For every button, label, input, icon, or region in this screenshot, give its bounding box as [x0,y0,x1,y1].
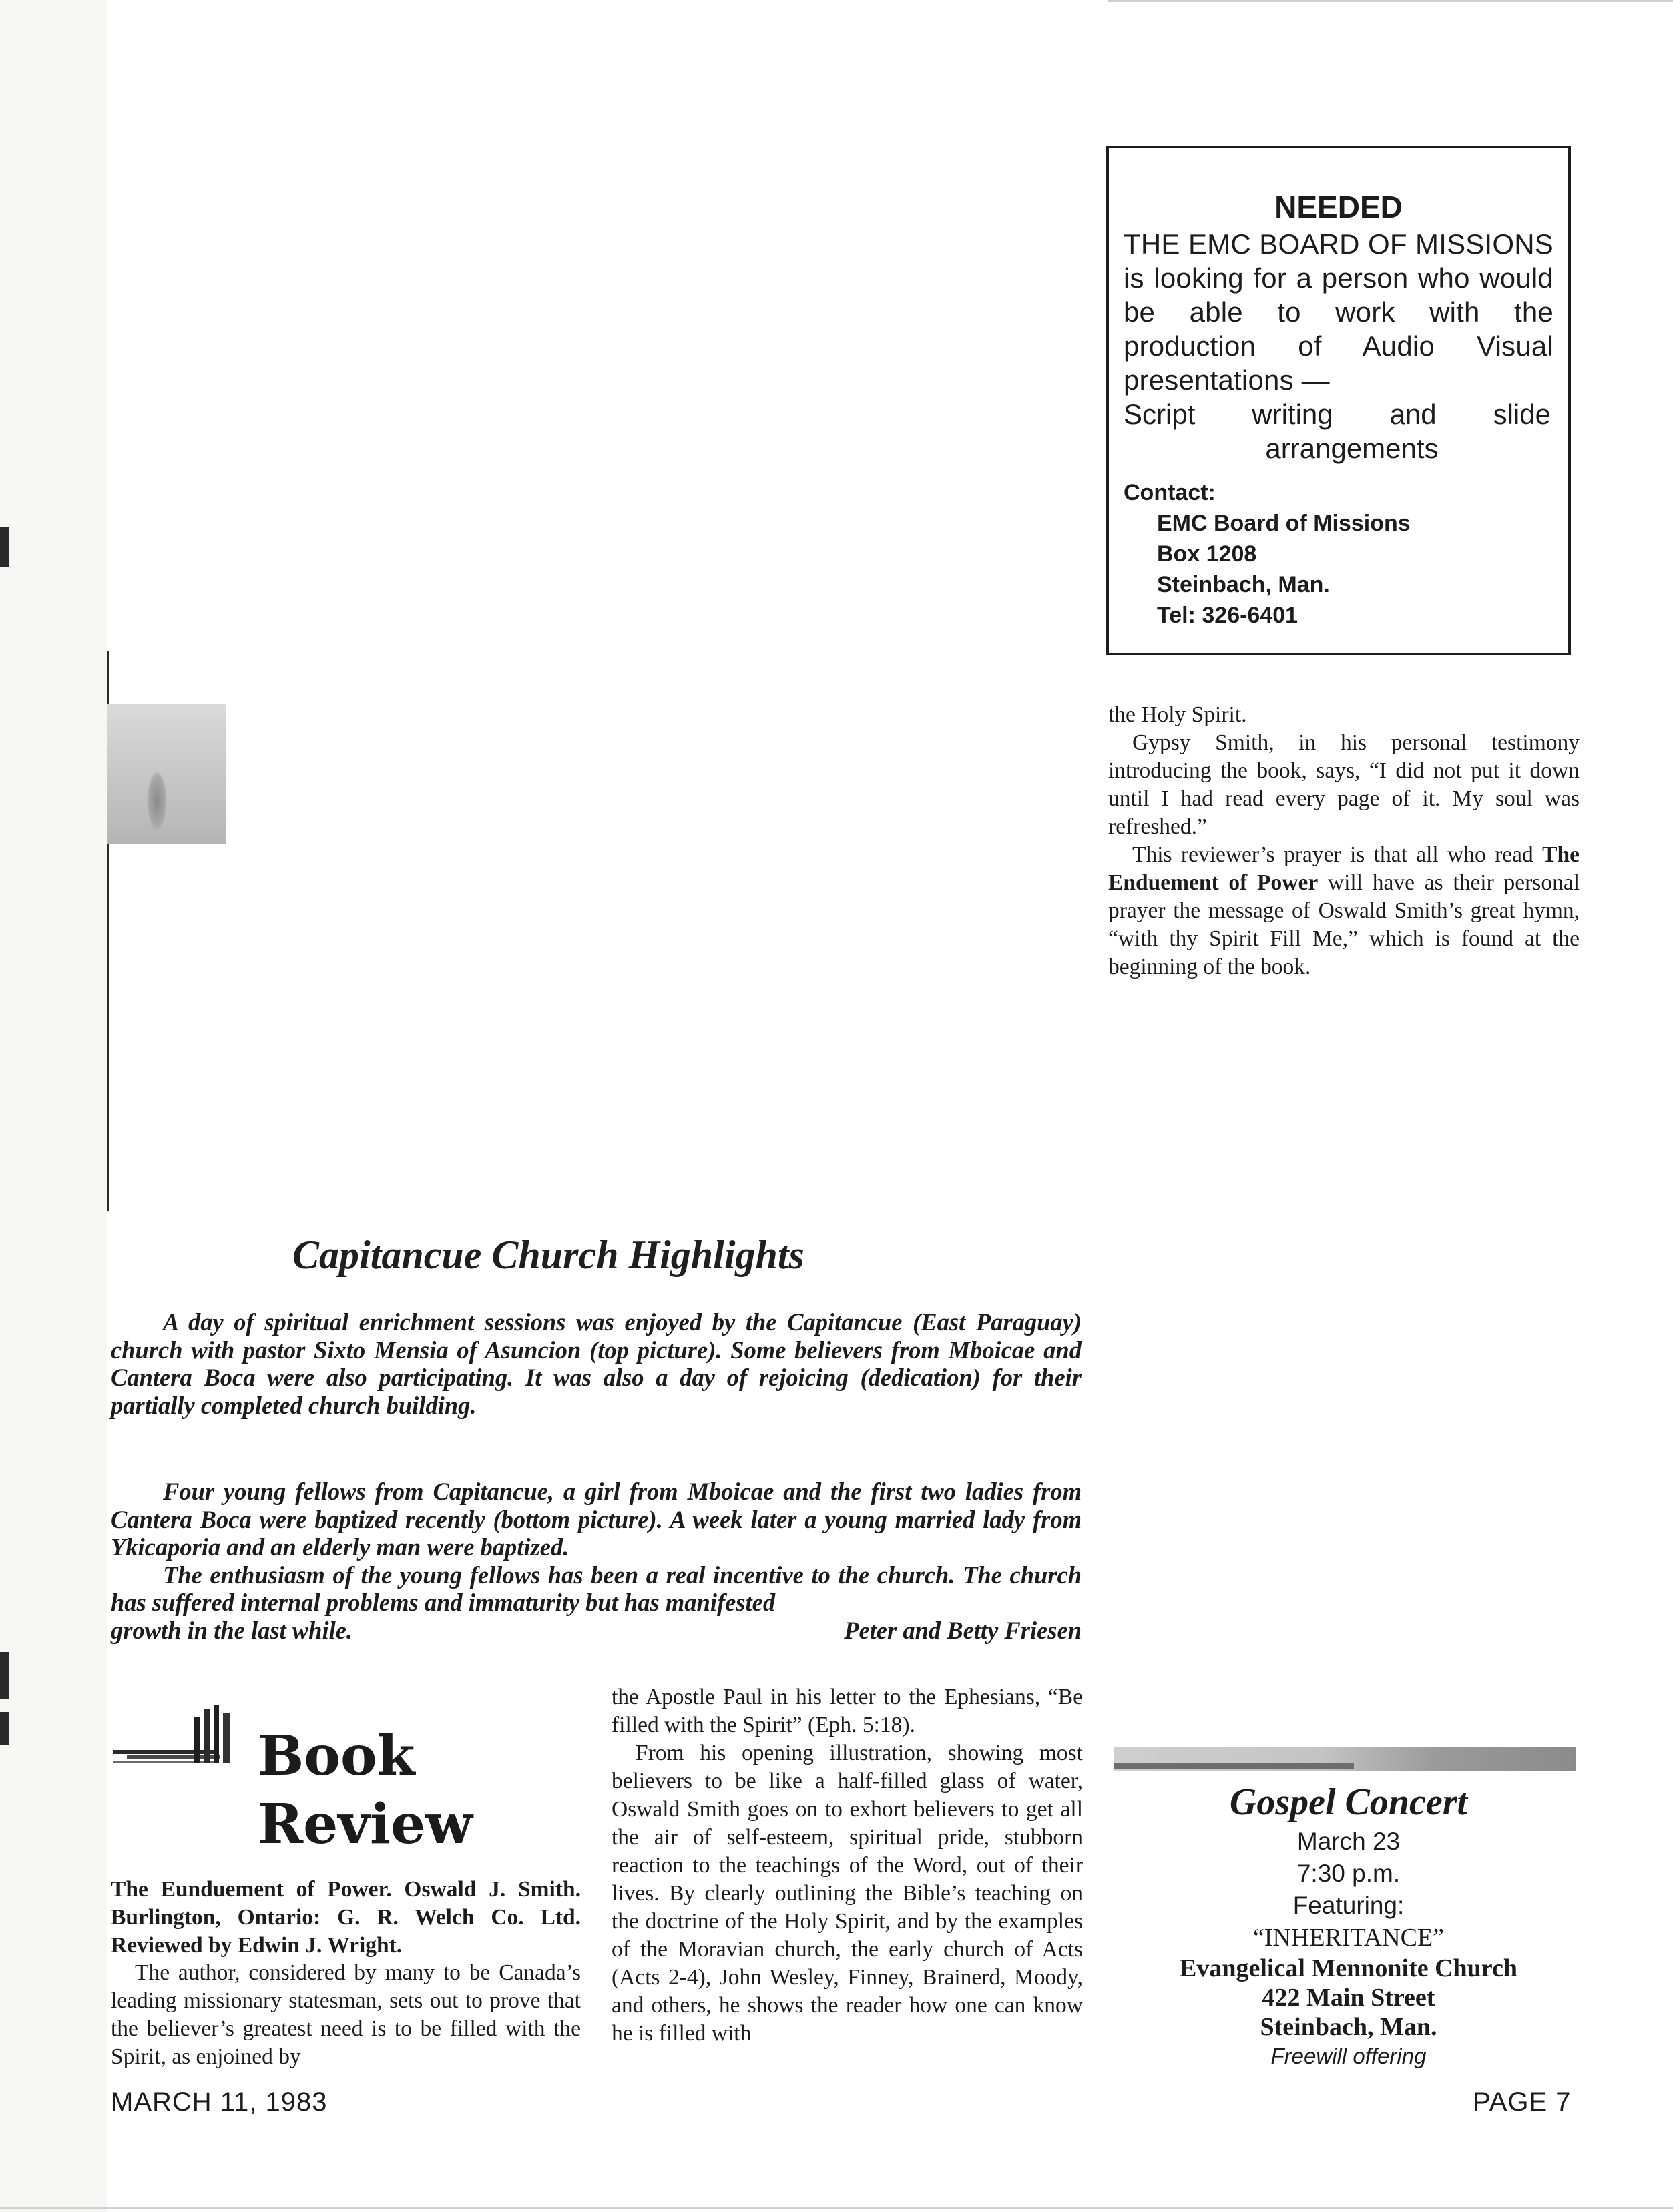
needed-script-line [1124,397,1554,431]
contact-line: Box 1208 [1157,541,1257,567]
contact-label: Contact: [1124,480,1216,505]
needed-arrangements: arrangements [1265,433,1439,464]
capitancue-last-line [111,1617,1082,1645]
top-edge-rule [1108,0,1673,2]
capitancue-paragraph: Four young fellows from Capitancue, a girl from Mboicae and the first two ladies from Cantera Boca were baptized recently (bottom picture). A week later a young married lady from Ykicaporia and an elderly man were baptized. [111,1478,1082,1561]
book-title-inline: The Enduement of Power [1108,842,1580,895]
capitancue-body [111,1478,1082,1644]
needed-script-word: and [1389,398,1437,430]
review-continuation [1108,701,1580,981]
capitancue-paragraph: The enthusiasm of the young fellows has been a real incentive to the church. The church has suffered internal problems and immaturity but has manifested [111,1561,1082,1616]
needed-script-word: Script [1124,398,1196,430]
book-review-heading-line: Book [258,1724,415,1788]
contact-line: Steinbach, Man. [1157,572,1330,597]
concert-city: Steinbach, Man. [1260,2013,1437,2041]
book-review-heading-line: Review [258,1792,473,1856]
review-paragraph: the Holy Spirit. [1108,702,1247,727]
needed-ad-box [1106,146,1571,655]
capitancue-body [111,1308,1082,1419]
contact-line: EMC Board of Missions [1157,511,1411,536]
review-paragraph [1108,841,1580,981]
edge-mark [0,527,9,567]
concert-time: 7:30 p.m. [1296,1860,1401,1887]
concert-title: Gospel Concert [1229,1781,1468,1823]
concert-featuring: “INHERITANCE” [1252,1924,1445,1952]
photo-fragment [107,704,226,844]
book-review-heading [258,1722,473,1858]
concert-address: 422 Main Street [1262,1984,1435,2012]
capitancue-title: Capitancue Church Highlights [292,1233,804,1277]
review-paragraph: the Apostle Paul in his letter to the Ephesians, “Be filled with the Spirit” (Eph. 5:18). [612,1685,1083,1737]
gospel-concert-notice [1108,1779,1589,2071]
edge-mark [0,1712,9,1745]
edge-mark [0,1652,9,1699]
review-text: This reviewer’s prayer is that all who read [1132,842,1543,867]
review-column-left [111,1959,581,2071]
needed-body: THE EMC BOARD OF MISSIONS is looking for a person who would be able to work with the production of Audio Visual presentations — [1124,228,1554,396]
contact-line: Tel: 326-6401 [1157,603,1298,628]
bottom-edge-rule [0,2207,1673,2209]
needed-script-word: writing [1252,398,1333,430]
concert-featuring-label: Featuring: [1292,1892,1405,1919]
issue-date: MARCH 11, 1983 [111,2087,328,2117]
concert-venue: Evangelical Mennonite Church [1180,1954,1517,1982]
page-number: PAGE 7 [1473,2087,1572,2117]
concert-date: March 23 [1296,1828,1401,1855]
review-text: will have as their personal prayer the message of Oswald Smith’s great hymn, “with thy Spirit Fill Me,” which is found at the beginning of the book. [1108,870,1580,979]
bookshelf-icon [113,1703,247,1767]
page-margin [0,0,107,2212]
capitancue-byline: Peter and Betty Friesen [844,1616,1082,1644]
needed-heading: NEEDED [1274,190,1403,224]
concert-note: Freewill offering [1270,2044,1427,2068]
review-paragraph: From his opening illustration, showing most believers to be like a half-filled glass of water, Oswald Smith goes on to exhort believers to get all the air of self-esteem, spiritual pride, stubborn reaction to the teachings of the Word, out of their lives. By clearly outlining the Bible’s teaching on the doctrine of the Holy Spirit, and by the examples of the Moravian church, the early church of Acts (Acts 2-4), John Wesley, Finney, Brainerd, Moody, and others, he shows the reader how one can know he is filled with [612,1741,1083,2046]
review-column-middle [612,1683,1083,2048]
capitancue-text: growth in the last while. [111,1616,353,1644]
review-paragraph: Gypsy Smith, in his personal testimony introducing the book, says, “I did not put it down until I had read every page of it. My soul was refreshed.” [1108,730,1580,839]
review-paragraph: The author, considered by many to be Canada’s leading missionary statesman, sets out to prove that the believer’s greatest need is to be filled with the Spirit, as enjoined by [111,1960,581,2069]
book-reference: The Eunduement of Power. Oswald J. Smith. Burlington, Ontario: G. R. Welch Co. Ltd. Reviewed by Edwin J. Wright. [111,1877,581,1958]
capitancue-paragraph: A day of spiritual enrichment sessions was enjoyed by the Capitancue (East Paraguay) church with pastor Sixto Mensia of Asuncion (top picture). Some believers from Mboicae and Cantera Boca were also participating. It was also a day of rejoicing (dedication) for their partially completed church building. [111,1308,1082,1419]
needed-script-word: slide [1493,398,1551,430]
concert-photo-band [1114,1747,1576,1771]
